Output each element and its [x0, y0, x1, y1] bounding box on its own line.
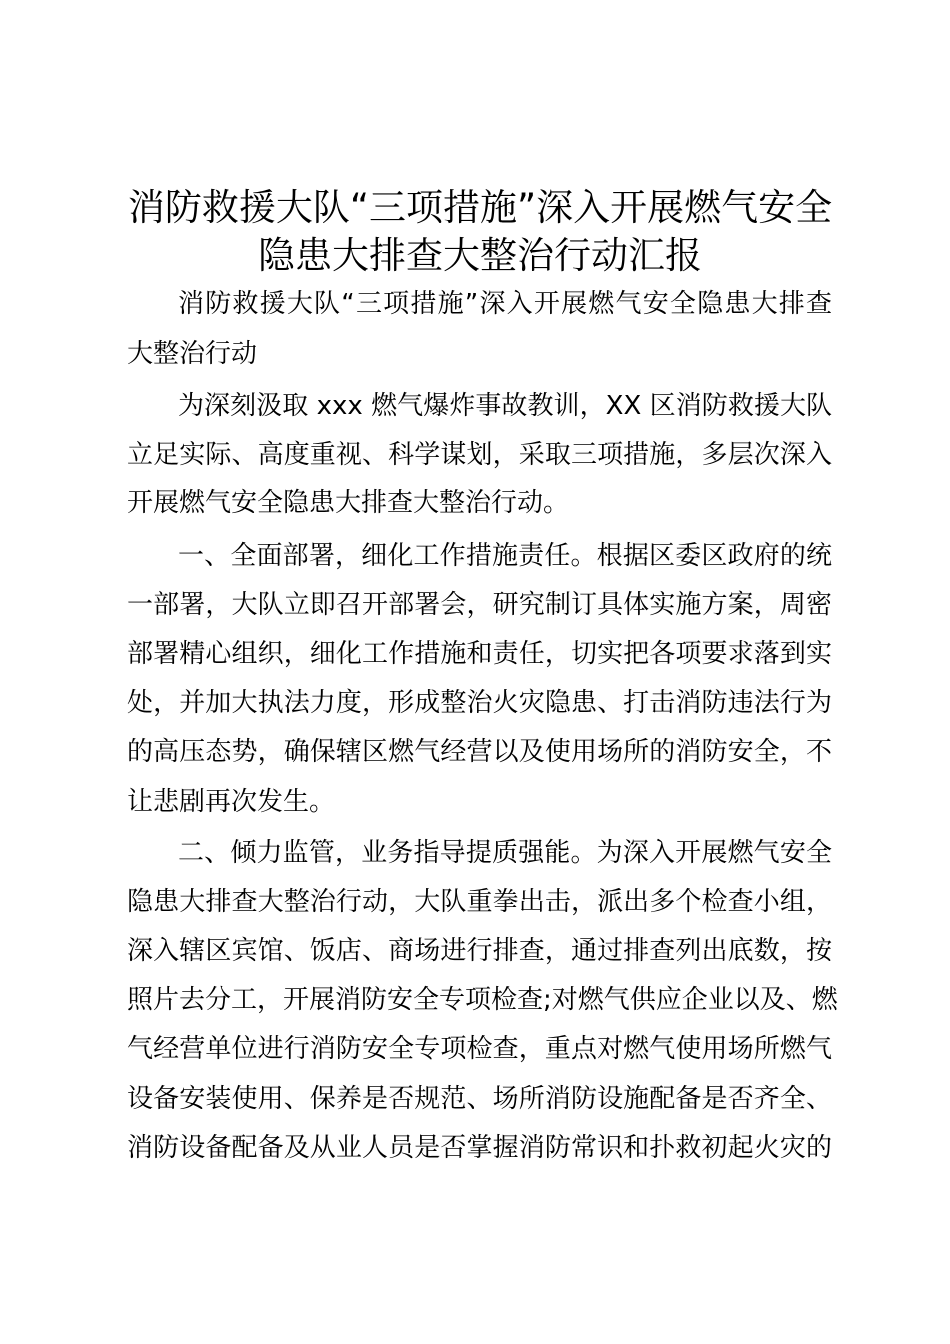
- document-title-line-1: 消防救援大队“三项措施”深入开展燃气安全: [127, 186, 833, 229]
- section-1-line-4: 处，并加大执法力度，形成整治火灾隐患、打击消防违法行为: [127, 688, 832, 718]
- subtitle-line-1: 消防救援大队“三项措施”深入开展燃气安全隐患大排查: [178, 289, 832, 319]
- intro-paragraph-line-1: 为深刻汲取 xxx 燃气爆炸事故教训，XX 区消防救援大队: [178, 391, 832, 421]
- section-2-line-3: 深入辖区宾馆、饭店、商场进行排查，通过排查列出底数，按: [127, 936, 832, 966]
- subtitle-line-2: 大整治行动: [127, 339, 258, 369]
- section-2-line-7: 消防设备配备及从业人员是否掌握消防常识和扑救初起火灾的: [127, 1133, 832, 1163]
- section-2-line-6: 设备安装使用、保养是否规范、场所消防设施配备是否齐全、: [127, 1084, 832, 1114]
- section-2-line-1: 二、倾力监管，业务指导提质强能。为深入开展燃气安全: [178, 838, 832, 868]
- section-1-line-2: 一部署，大队立即召开部署会，研究制订具体实施方案，周密: [127, 590, 832, 620]
- document-title-line-2: 隐患大排查大整治行动汇报: [258, 234, 702, 277]
- section-1-line-1: 一、全面部署，细化工作措施责任。根据区委区政府的统: [178, 541, 832, 571]
- intro-paragraph-line-3: 开展燃气安全隐患大排查大整治行动。: [127, 488, 570, 518]
- section-2-line-5: 气经营单位进行消防安全专项检查，重点对燃气使用场所燃气: [127, 1034, 832, 1064]
- section-2-line-4: 照片去分工，开展消防安全专项检查;对燃气供应企业以及、燃: [127, 985, 838, 1015]
- section-1-line-5: 的高压态势，确保辖区燃气经营以及使用场所的消防安全，不: [127, 737, 832, 767]
- section-2-line-2: 隐患大排查大整治行动，大队重拳出击，派出多个检查小组，: [127, 887, 832, 917]
- section-1-line-3: 部署精心组织，细化工作措施和责任，切实把各项要求落到实: [127, 639, 832, 669]
- intro-paragraph-line-2: 立足实际、高度重视、科学谋划，采取三项措施，多层次深入: [127, 440, 832, 470]
- section-1-line-6: 让悲剧再次发生。: [127, 787, 336, 817]
